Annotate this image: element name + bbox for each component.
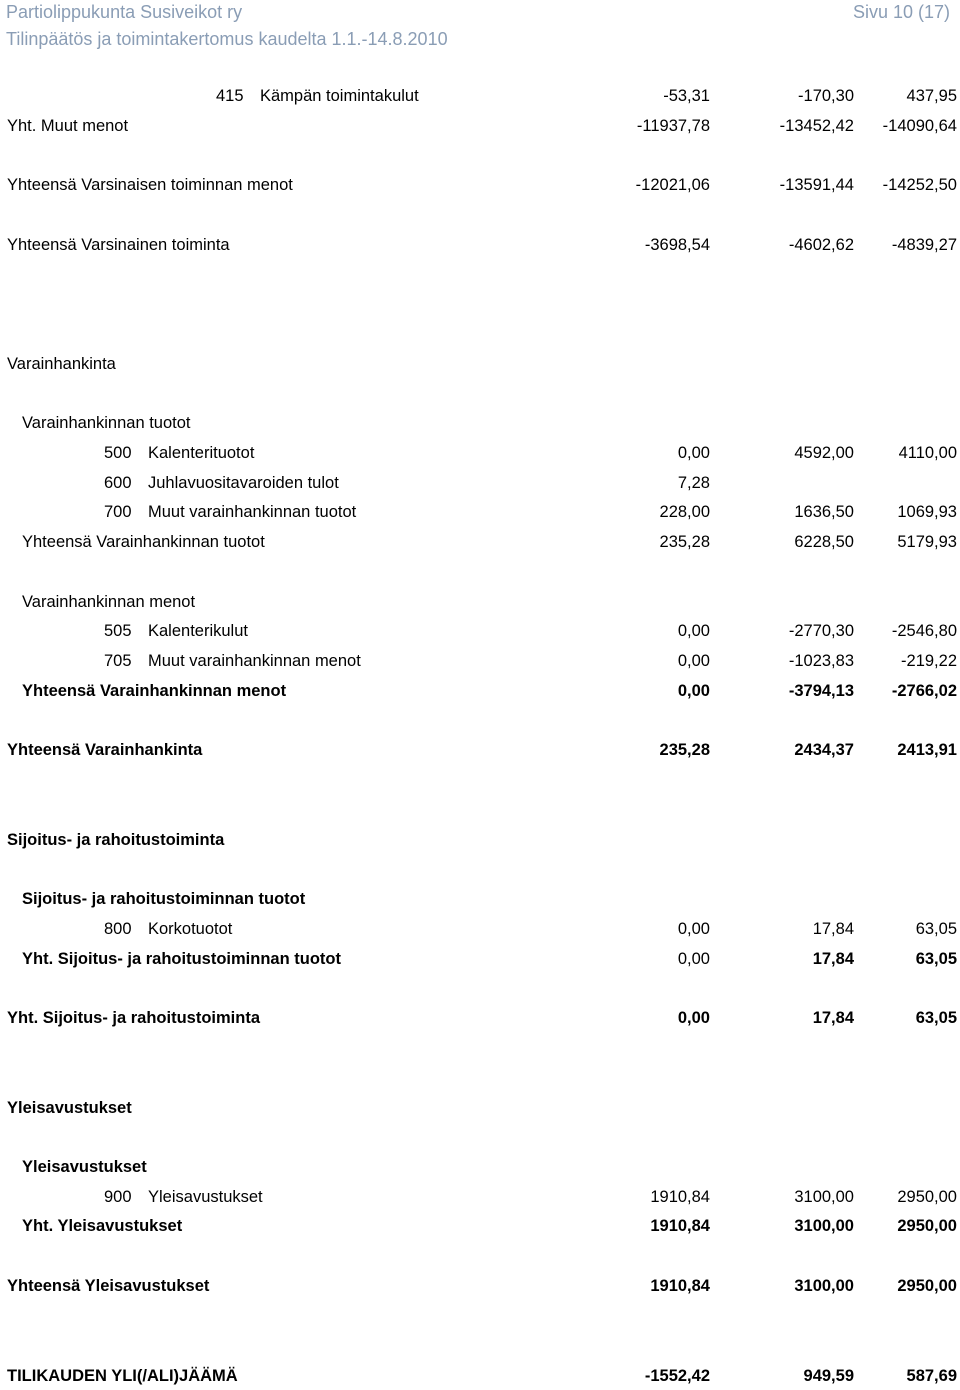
- account-code: 705: [104, 652, 132, 670]
- value-col-1: 235,28: [659, 741, 710, 759]
- row-label: Yhteensä Varsinaisen toiminnan menot: [7, 176, 293, 194]
- value-col-3: 63,05: [915, 1009, 957, 1027]
- section-title: Yleisavustukset: [7, 1099, 132, 1117]
- value-col-1: -1552,42: [644, 1367, 710, 1385]
- value-col-1: -3698,54: [644, 236, 710, 254]
- subtotal-row: [0, 948, 960, 970]
- value-col-1: 0,00: [677, 920, 710, 938]
- value-col-3: -2766,02: [891, 682, 957, 700]
- value-col-2: -3794,13: [788, 682, 854, 700]
- value-col-2: 4592,00: [794, 444, 854, 462]
- row-label: Yhteensä Varainhankinnan tuotot: [22, 533, 265, 551]
- subtotal-row: [0, 1215, 960, 1237]
- row-label: Yhteensä Varsinainen toiminta: [7, 236, 230, 254]
- value-col-1: 0,00: [677, 1009, 710, 1027]
- account-name: Muut varainhankinnan tuotot: [148, 503, 357, 521]
- table-row: [0, 650, 960, 672]
- section-title: Varainhankinta: [7, 355, 116, 373]
- value-col-1: 0,00: [677, 652, 710, 670]
- row-label: Yhteensä Varainhankinta: [7, 741, 203, 759]
- value-col-2: -13452,42: [779, 117, 854, 135]
- table-row: [0, 620, 960, 642]
- section-heading: [0, 829, 960, 851]
- account-code: 700: [104, 503, 132, 521]
- subtotal-row: [0, 174, 960, 196]
- table-row: [0, 442, 960, 464]
- subsection-heading: [0, 888, 960, 910]
- subsection-title: Varainhankinnan tuotot: [22, 414, 191, 432]
- value-col-3: -219,22: [901, 652, 957, 670]
- total-row: [0, 739, 960, 761]
- section-title: Sijoitus- ja rahoitustoiminta: [7, 831, 225, 849]
- value-col-2: 3100,00: [794, 1217, 854, 1235]
- table-row: [0, 472, 960, 494]
- row-label: Yht. Yleisavustukset: [22, 1217, 183, 1235]
- value-col-1: -11937,78: [636, 117, 710, 135]
- value-col-3: 63,05: [915, 920, 957, 938]
- account-code: 505: [104, 622, 132, 640]
- value-col-2: 949,59: [803, 1367, 854, 1385]
- row-label: Yhteensä Yleisavustukset: [7, 1277, 210, 1295]
- value-col-3: 2950,00: [897, 1277, 957, 1295]
- value-col-1: 0,00: [677, 950, 710, 968]
- account-name: Kämpän toimintakulut: [260, 87, 419, 105]
- row-label: TILIKAUDEN YLI(/ALI)JÄÄMÄ: [7, 1367, 238, 1385]
- subsection-title: Varainhankinnan menot: [22, 593, 196, 611]
- total-row: [0, 1007, 960, 1029]
- value-col-3: 5179,93: [897, 533, 957, 551]
- organization-name: Partiolippukunta Susiveikot ry: [6, 2, 243, 22]
- total-row: [0, 234, 960, 256]
- value-col-3: 2950,00: [897, 1188, 957, 1206]
- value-col-1: -53,31: [663, 87, 710, 105]
- account-name: Yleisavustukset: [148, 1188, 263, 1206]
- subtotal-row: [0, 680, 960, 702]
- value-col-2: -170,30: [798, 87, 854, 105]
- value-col-3: -2546,80: [891, 622, 957, 640]
- subsection-title: Yleisavustukset: [22, 1158, 147, 1176]
- value-col-2: 2434,37: [794, 741, 854, 759]
- account-name: Juhlavuositavaroiden tulot: [148, 474, 339, 492]
- account-name: Kalenterikulut: [148, 622, 248, 640]
- value-col-1: 7,28: [677, 474, 710, 492]
- page-number: Sivu 10 (17): [852, 2, 950, 22]
- value-col-2: -4602,62: [788, 236, 854, 254]
- table-row: [0, 85, 960, 107]
- account-name: Kalenterituotot: [148, 444, 255, 462]
- subsection-title: Sijoitus- ja rahoitustoiminnan tuotot: [22, 890, 306, 908]
- value-col-1: 1910,84: [650, 1217, 710, 1235]
- account-name: Korkotuotot: [148, 920, 233, 938]
- value-col-2: 17,84: [812, 950, 854, 968]
- account-code: 900: [104, 1188, 132, 1206]
- table-row: [0, 501, 960, 523]
- value-col-3: 587,69: [906, 1367, 957, 1385]
- subsection-heading: [0, 591, 960, 613]
- subsection-heading: [0, 1156, 960, 1178]
- grand-total-row: [0, 1365, 960, 1387]
- subtotal-row: [0, 115, 960, 137]
- value-col-2: -1023,83: [788, 652, 854, 670]
- value-col-1: 0,00: [677, 622, 710, 640]
- value-col-3: 437,95: [906, 87, 957, 105]
- value-col-3: 1069,93: [897, 503, 957, 521]
- value-col-2: 1636,50: [794, 503, 854, 521]
- report-title: Tilinpäätös ja toimintakertomus kaudelta 1.1.-14.8.2010: [6, 29, 448, 49]
- value-col-1: -12021,06: [635, 176, 710, 194]
- value-col-2: 17,84: [812, 1009, 854, 1027]
- value-col-2: 3100,00: [794, 1277, 854, 1295]
- value-col-1: 1910,84: [650, 1188, 710, 1206]
- value-col-2: -2770,30: [788, 622, 854, 640]
- value-col-2: 3100,00: [794, 1188, 854, 1206]
- value-col-3: -14090,64: [882, 117, 957, 135]
- section-heading: [0, 353, 960, 375]
- value-col-2: -13591,44: [779, 176, 854, 194]
- value-col-1: 0,00: [677, 444, 710, 462]
- section-heading: [0, 1097, 960, 1119]
- value-col-1: 228,00: [659, 503, 710, 521]
- table-row: [0, 918, 960, 940]
- row-label: Yhteensä Varainhankinnan menot: [22, 682, 287, 700]
- value-col-3: 63,05: [915, 950, 957, 968]
- account-code: 800: [104, 920, 132, 938]
- total-row: [0, 1275, 960, 1297]
- value-col-3: 4110,00: [898, 444, 957, 462]
- account-code: 415: [216, 87, 244, 105]
- account-code: 500: [104, 444, 132, 462]
- value-col-2: 17,84: [812, 920, 854, 938]
- value-col-3: 2950,00: [897, 1217, 957, 1235]
- value-col-3: -4839,27: [891, 236, 957, 254]
- value-col-2: 6228,50: [794, 533, 854, 551]
- account-code: 600: [104, 474, 132, 492]
- subsection-heading: [0, 412, 960, 434]
- subtotal-row: [0, 531, 960, 553]
- row-label: Yht. Sijoitus- ja rahoitustoiminta: [7, 1009, 261, 1027]
- value-col-3: -14252,50: [882, 176, 957, 194]
- value-col-1: 0,00: [677, 682, 710, 700]
- table-row: [0, 1186, 960, 1208]
- row-label: Yht. Sijoitus- ja rahoitustoiminnan tuotot: [22, 950, 341, 968]
- value-col-1: 235,28: [659, 533, 710, 551]
- value-col-3: 2413,91: [897, 741, 957, 759]
- value-col-1: 1910,84: [650, 1277, 710, 1295]
- account-name: Muut varainhankinnan menot: [148, 652, 361, 670]
- row-label: Yht. Muut menot: [7, 117, 129, 135]
